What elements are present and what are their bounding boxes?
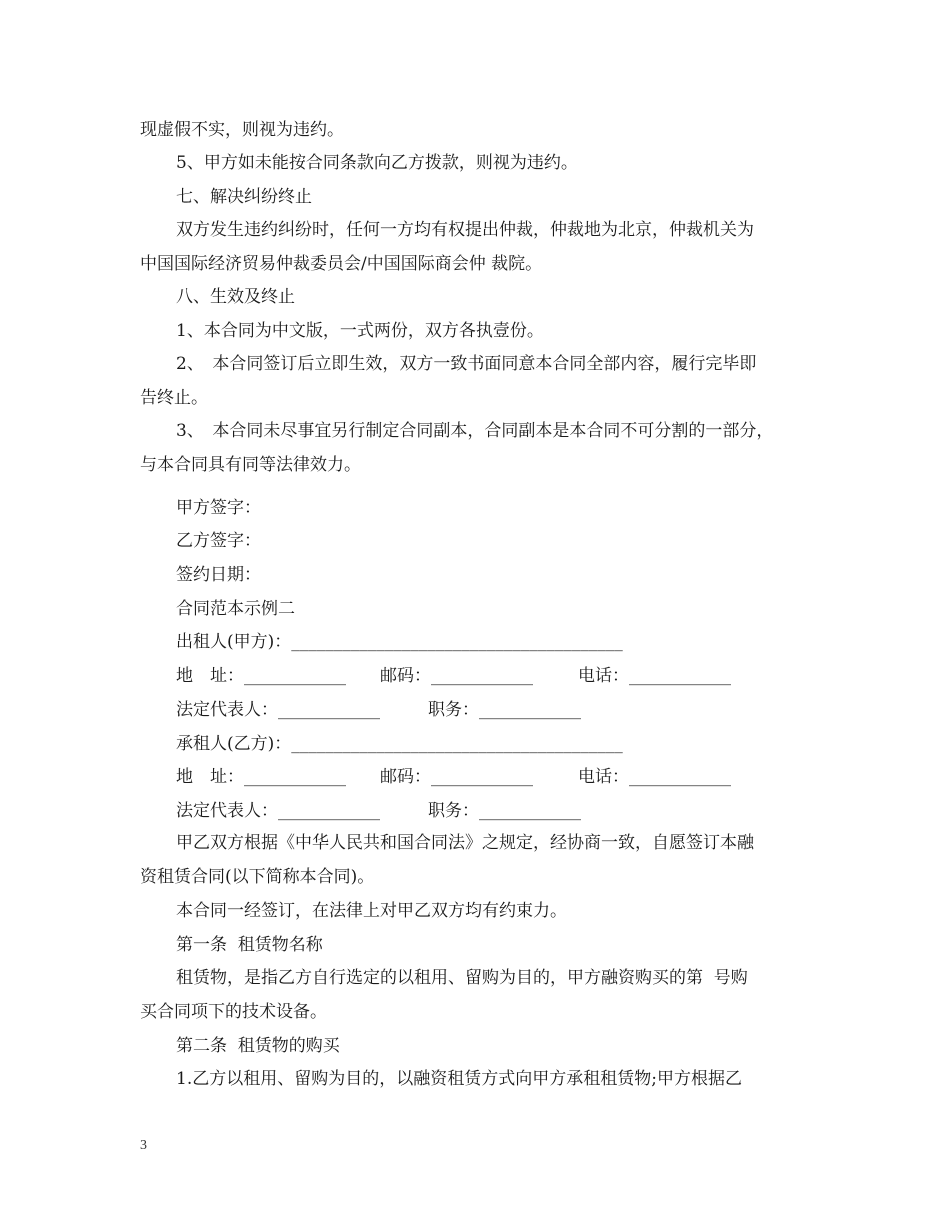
text-line: 本合同一经签订，在法律上对甲乙双方均有约束力。	[176, 901, 567, 921]
page-number: 3	[140, 1138, 147, 1153]
text-line: 现虚假不实，则视为违约。	[140, 120, 344, 140]
address-field: 地 址：____________	[176, 666, 346, 686]
section-heading: 第一条 租赁物名称	[176, 935, 323, 955]
text-line: 2、 本合同签订后立即生效，双方一致书面同意本合同全部内容，履行完毕即	[176, 354, 757, 374]
lessor-field: 出租人(甲方)：_______________________________________	[176, 632, 623, 652]
text-line: 甲乙双方根据《中华人民共和国合同法》之规定，经协商一致，自愿签订本融	[176, 833, 754, 853]
position-field: 职务：____________	[428, 700, 581, 720]
address-field: 地 址：____________	[176, 767, 346, 787]
legal-rep-field: 法定代表人：____________	[176, 700, 380, 720]
postcode-field: 邮码：____________	[380, 767, 533, 787]
signature-label-party-a: 甲方签字：	[176, 498, 261, 518]
section-heading: 第二条 租赁物的购买	[176, 1036, 340, 1056]
section-heading: 八、生效及终止	[176, 287, 295, 307]
section-heading: 合同范本示例二	[176, 599, 295, 619]
text-line: 与本合同具有同等法律效力。	[140, 455, 361, 475]
text-line: 1、本合同为中文版，一式两份，双方各执壹份。	[176, 321, 544, 341]
legal-rep-field: 法定代表人：____________	[176, 801, 380, 821]
signing-date-label: 签约日期：	[176, 565, 261, 585]
text-line: 5、甲方如未能按合同条款向乙方拨款，则视为违约。	[176, 153, 578, 173]
section-heading: 七、解决纠纷终止	[176, 187, 312, 207]
signature-label-party-b: 乙方签字：	[176, 531, 261, 551]
text-line: 租赁物，是指乙方自行选定的以租用、留购为目的，甲方融资购买的第 号购	[176, 968, 748, 988]
phone-field: 电话：____________	[578, 666, 731, 686]
text-line: 双方发生违约纠纷时，任何一方均有权提出仲裁，仲裁地为北京，仲裁机关为	[176, 220, 754, 240]
postcode-field: 邮码：____________	[380, 666, 533, 686]
text-line: 3、 本合同未尽事宜另行制定合同副本，合同副本是本合同不可分割的一部分，	[176, 421, 774, 441]
phone-field: 电话：____________	[578, 767, 731, 787]
text-line: 资租赁合同(以下简称本合同)。	[140, 867, 375, 887]
text-line: 中国国际经济贸易仲裁委员会/中国国际商会仲 裁院。	[140, 254, 543, 274]
lessee-field: 承租人(乙方)：_______________________________________	[176, 734, 623, 754]
text-line: 1.乙方以租用、留购为目的，以融资租赁方式向甲方承租租赁物;甲方根据乙	[176, 1069, 742, 1089]
position-field: 职务：____________	[428, 801, 581, 821]
text-line: 买合同项下的技术设备。	[140, 1002, 327, 1022]
text-line: 告终止。	[140, 388, 208, 408]
